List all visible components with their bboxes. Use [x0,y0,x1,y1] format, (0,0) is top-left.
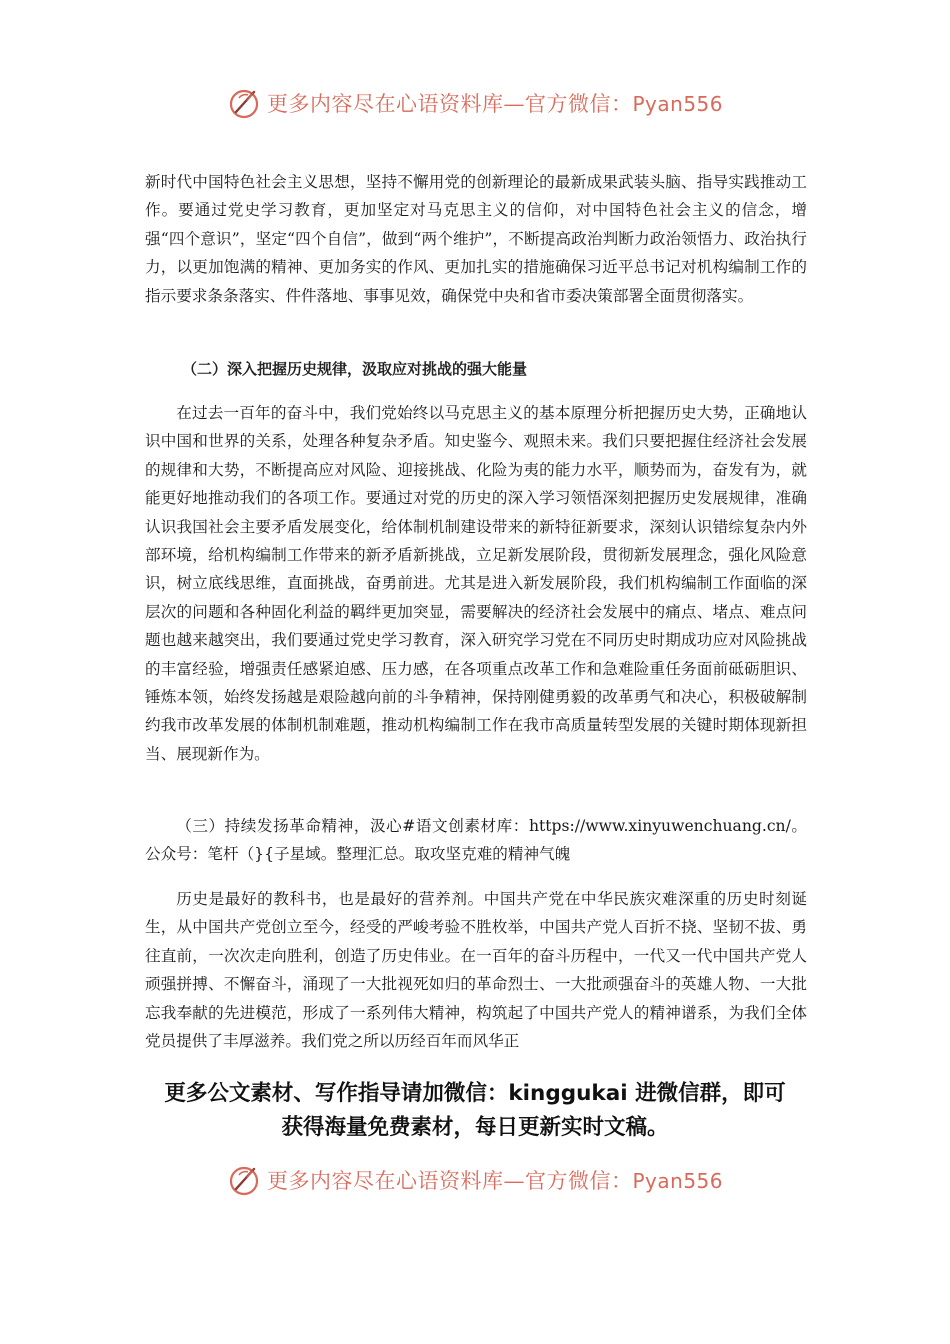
quill-logo-icon [227,1162,263,1198]
paragraph-1 [145,168,807,310]
body-paragraph: 历史是最好的教科书，也是最好的营养剂。中国共产党在中华民族灾难深重的历史时刻诞生，从中国共产党创立至今，经受的严峻考验不胜枚举，中国共产党人百折不挠、坚韧不拔、勇往直前，一次次走向胜利，创造了历史伟业。在一百年的奋斗历程中，一代又一代中国共产党人顽强拼搏、不懈奋斗，涌现了一大批视死如归的革命烈士、一大批顽强奋斗的英雄人物、一大批忘我奉献的先进模范，形成了一系列伟大精神，构筑起了中国共产党人的精神谱系，为我们全体党员提供了丰厚滋养。我们党之所以历经百年而风华正 [145,890,807,1051]
body-paragraph: 在过去一百年的奋斗中，我们党始终以马克思主义的基本原理分析把握历史大势，正确地认识中国和世界的关系，处理各种复杂矛盾。知史鉴今、观照未来。我们只要把握住经济社会发展的规律和大势，不断提高应对风险、迎接挑战、化险为夷的能力水平，顺势而为，奋发有为，就能更好地推动我们的各项工作。要通过对党的历史的深入学习领悟深刻把握历史发展规律，准确认识我国社会主要矛盾发展变化，给体制机制建设带来的新特征新要求，深刻认识错综复杂内外部环境，给机构编制工作带来的新矛盾新挑战，立足新发展阶段，贯彻新发展理念，强化风险意识，树立底线思维，直面挑战，奋勇前进。尤其是进入新发展阶段，我们机构编制工作面临的深层次的问题和各种固化利益的羁绊更加突显，需要解决的经济社会发展中的痛点、堵点、难点问题也越来越突出，我们要通过党史学习教育，深入研究学习党在不同历史时期成功应对风险挑战的丰富经验，增强责任感紧迫感、压力感，在各项重点改革工作和急难险重任务面前砥砺胆识、锤炼本领，始终发扬越是艰险越向前的斗争精神，保持刚健勇毅的改革勇气和决心，积极破解制约我市改革发展的体制机制难题，推动机构编制工作在我市高质量转型发展的关键时期体现新担当、展现新作为。 [145,404,807,763]
banner-account: Pyan556 [632,92,723,116]
paragraph-2 [145,399,807,768]
paragraph-4 [145,885,807,1055]
banner-account: Pyan556 [632,1169,723,1193]
section-heading-2: （二）深入把握历史规律，汲取应对挑战的强大能量 [182,360,528,378]
body-paragraph: 新时代中国特色社会主义思想，坚持不懈用党的创新理论的最新成果武装头脑、指导实践推动工作。要通过党史学习教育，更加坚定对马克思主义的信仰，对中国特色社会主义的信念，增强“四个意识”，坚定“四个自信”，做到“两个维护”，不断提高政治判断力政治领悟力、政治执行力，以更加饱满的精神、更加务实的作风、更加扎实的措施确保习近平总书记对机构编制工作的指示要求条条落实、件件落地、事事见效，确保党中央和省市委决策部署全面贯彻落实。 [145,173,807,305]
top-banner [0,81,950,125]
promo-notice [0,1077,950,1145]
promo-notice-line-1: 更多公文素材、写作指导请加微信：kinggukai 进微信群，即可 [164,1081,786,1106]
quill-logo-icon [227,85,263,121]
banner-text: 更多内容尽在心语资料库—官方微信：Pyan556 [266,1169,723,1193]
bottom-banner [0,1158,950,1202]
section-heading-3: （三）持续发扬革命精神，汲心#语文创素材库：https://www.xinyuwenchuang.cn/。公众号：笔杆（}{子星域。整理汇总。取攻坚克难的精神气魄 [145,817,807,864]
promo-notice-line-2: 获得海量免费素材，每日更新实时文稿。 [281,1115,669,1140]
paragraph-3 [145,812,807,869]
banner-text: 更多内容尽在心语资料库—官方微信：Pyan556 [266,92,723,116]
